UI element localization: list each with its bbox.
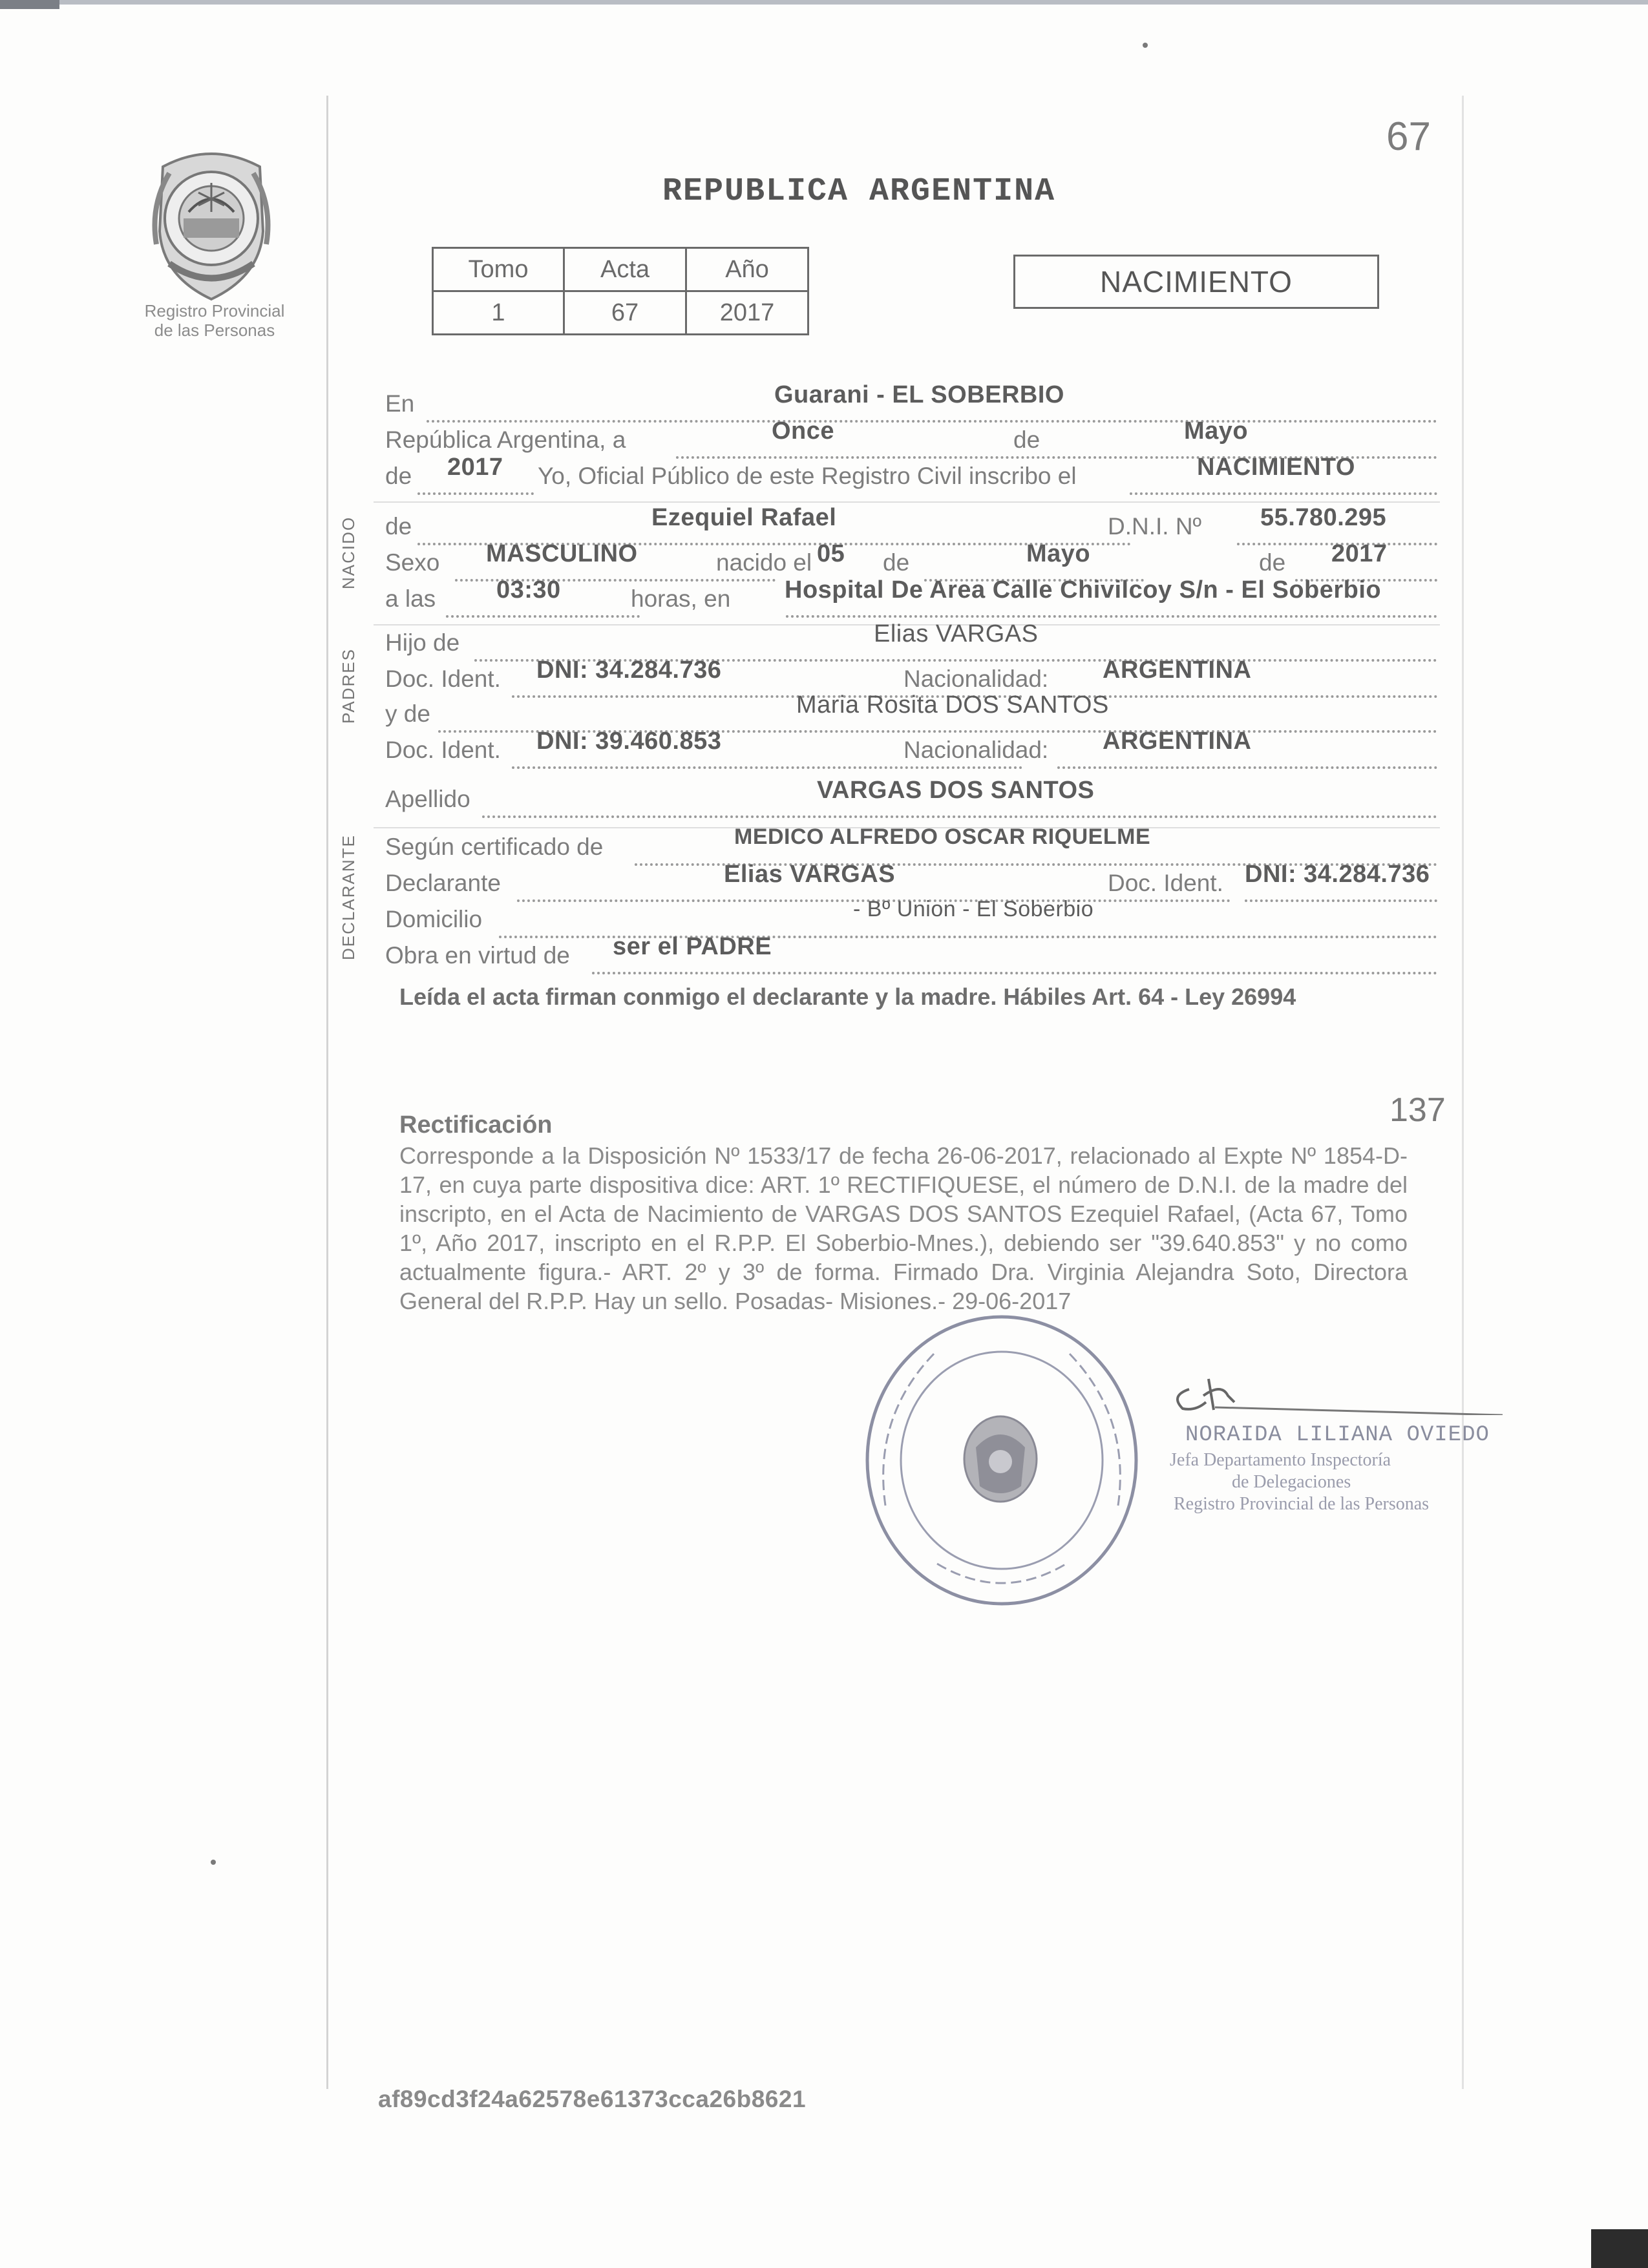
signatory-title-line1: Jefa Departamento Inspectoría: [1170, 1450, 1391, 1470]
scan-speck: [211, 1860, 216, 1865]
obra-label: Obra en virtud de: [385, 942, 570, 969]
lugar-nacimiento-value: Hospital De Area Calle Chivilcoy S/n - El Soberbio: [785, 576, 1382, 604]
rectificacion-title: Rectificación: [399, 1111, 553, 1139]
official-stamp-seal-icon: [860, 1312, 1144, 1609]
dotted-line: [786, 615, 1437, 618]
en-label: En: [385, 390, 415, 417]
horas-label: horas, en: [628, 585, 733, 613]
right-margin-line: [1462, 96, 1464, 2089]
rectificacion-body: Corresponde a la Disposición Nº 1533/17 de fecha 26-06-2017, relacionado al Expte Nº 1854-D-17, en cuya parte dispositiva dice: ART. 1º RECTIFIQUESE, el número de D.N.I. de la madre del inscripto, en el Acta de Nacimiento de VARGAS DOS SANTOS Ezequiel Rafael, (Acta 67, Tomo 1º, Año 2017, inscripto en el R.P.P. El Soberbio-Mnes.), debiendo ser "39.640.853" y no como actualmente figura.- ART. 2º y 3º de forma. Firmado Dra. Virginia Alejandra Soto, Directora General del R.P.P. Hay un sello. Posadas- Misiones.- 29-06-2017: [399, 1142, 1408, 1314]
tomo-value: 1: [433, 291, 564, 335]
anio-value: 2017: [686, 291, 808, 335]
madre-doc-value: DNI: 39.460.853: [536, 728, 722, 755]
padre-value: Elias VARGAS: [874, 620, 1039, 647]
lugar-value: Guarani - EL SOBERBIO: [774, 381, 1064, 408]
handwritten-signature-icon: [1150, 1370, 1512, 1415]
de-label: de: [385, 513, 412, 540]
hora-value: 03:30: [496, 576, 561, 604]
mes-value: Mayo: [1184, 417, 1249, 445]
hijo-label: Hijo de: [385, 629, 460, 656]
scan-corner-mark: [0, 0, 59, 9]
row-anio-inscribe: [385, 454, 1437, 496]
nacido-label: nacido el: [712, 549, 816, 576]
section-divider: [374, 501, 1440, 503]
document-hash: af89cd3f24a62578e61373cca26b8621: [378, 2086, 807, 2112]
registro-line1: Registro Provincial: [144, 301, 285, 320]
nombre-value: Ezequiel Rafael: [651, 504, 837, 531]
declarante-section-label: DECLARANTE: [339, 834, 358, 960]
doc-label: Doc. Ident.: [1104, 870, 1227, 897]
yo-text: Yo, Oficial Público de este Registro Civil inscribo el: [538, 463, 1077, 489]
declarante-value: Elias VARGAS: [724, 861, 896, 888]
dia-value: Once: [772, 417, 835, 445]
scan-corner-mark-bottom: [1591, 2229, 1648, 2268]
nacionalidad-label: Nacionalidad:: [900, 737, 1052, 764]
row-en: [385, 381, 1437, 424]
dni-label: D.N.I. Nº: [1104, 513, 1205, 540]
rectificacion-number: 137: [1389, 1091, 1446, 1129]
madre-value: Maria Rosita DOS SANTOS: [796, 691, 1109, 719]
table-header-row: [433, 248, 808, 291]
leida-text: Leída el acta firman conmigo el declarante y la madre. Hábiles Art. 64 - Ley 26994: [399, 983, 1296, 1010]
obra-value: ser el PADRE: [613, 933, 772, 960]
declarante-label: Declarante: [385, 870, 501, 896]
inscribe-value: NACIMIENTO: [1197, 454, 1355, 481]
row-hora-lugar: [385, 576, 1437, 619]
signatory-title-line2: de Delegaciones: [1232, 1472, 1351, 1492]
registro-provincial-caption: [118, 301, 312, 340]
acta-header: Acta: [564, 248, 686, 291]
signatory-name: NORAIDA LILIANA OVIEDO: [1185, 1423, 1490, 1447]
dotted-line: [482, 815, 1437, 818]
nacido-anio-value: 2017: [1331, 540, 1388, 567]
apellido-label: Apellido: [385, 786, 470, 812]
row-domicilio: [385, 897, 1437, 940]
segun-label: Según certificado de: [385, 834, 604, 860]
dotted-line: [512, 766, 1022, 769]
anio-header: Año: [686, 248, 808, 291]
apellido-value: VARGAS DOS SANTOS: [817, 777, 1095, 804]
alas-label: a las: [385, 585, 436, 612]
left-margin-line: [326, 96, 328, 2089]
padre-doc-value: DNI: 34.284.736: [536, 656, 722, 684]
doc-label: Doc. Ident.: [385, 737, 501, 763]
dotted-line: [417, 492, 534, 495]
page-title: REPUBLICA ARGENTINA: [662, 173, 1056, 210]
yde-label: y de: [385, 700, 430, 727]
de-label2: de: [883, 549, 910, 576]
signatory-title-line3: Registro Provincial de las Personas: [1174, 1494, 1430, 1514]
dni-value: 55.780.295: [1260, 504, 1387, 531]
declarante-doc-value: DNI: 34.284.736: [1245, 861, 1430, 888]
tipo-acta-box: NACIMIENTO: [1013, 255, 1379, 309]
doc-label: Doc. Ident.: [385, 666, 501, 692]
nacido-section-label: NACIDO: [339, 516, 358, 589]
anio-value: 2017: [447, 454, 503, 481]
domicilio-label: Domicilio: [385, 906, 483, 932]
provincia-misiones-seal-icon: [143, 147, 279, 302]
tomo-header: Tomo: [433, 248, 564, 291]
dotted-line: [1057, 766, 1437, 769]
nacido-dia-value: 05: [817, 540, 845, 567]
dotted-line: [446, 615, 640, 618]
row-obra: [385, 933, 1437, 976]
scan-speck: [1143, 43, 1148, 48]
nacido-mes-value: Mayo: [1026, 540, 1091, 567]
de-label: de: [1013, 426, 1041, 453]
sexo-label: Sexo: [385, 549, 440, 576]
certificado-value: MEDICO ALFREDO OSCAR RIQUELME: [734, 824, 1151, 849]
sexo-value: MASCULINO: [486, 540, 638, 567]
table-row: [433, 291, 808, 335]
padres-section-label: PADRES: [339, 648, 358, 724]
domicilio-value: - Bº Union - El Soberbio: [853, 897, 1094, 921]
row-apellido: [385, 777, 1437, 819]
padre-nac-value: ARGENTINA: [1103, 656, 1252, 684]
acta-value: 67: [564, 291, 686, 335]
row-madre-doc: [385, 728, 1437, 770]
scan-top-edge: [0, 0, 1648, 5]
tomo-acta-anio-table: [432, 247, 809, 335]
registro-line2: de las Personas: [154, 320, 275, 340]
madre-nac-value: ARGENTINA: [1103, 728, 1252, 755]
republica-label: República Argentina, a: [385, 426, 626, 453]
page-number: 67: [1386, 114, 1431, 159]
de-label: de: [385, 463, 412, 489]
dotted-line: [592, 972, 1437, 974]
signature-block: [1150, 1370, 1512, 1538]
dotted-line: [1130, 492, 1437, 495]
nacionalidad-label: Nacionalidad:: [900, 666, 1052, 693]
de-label3: de: [1259, 549, 1286, 576]
